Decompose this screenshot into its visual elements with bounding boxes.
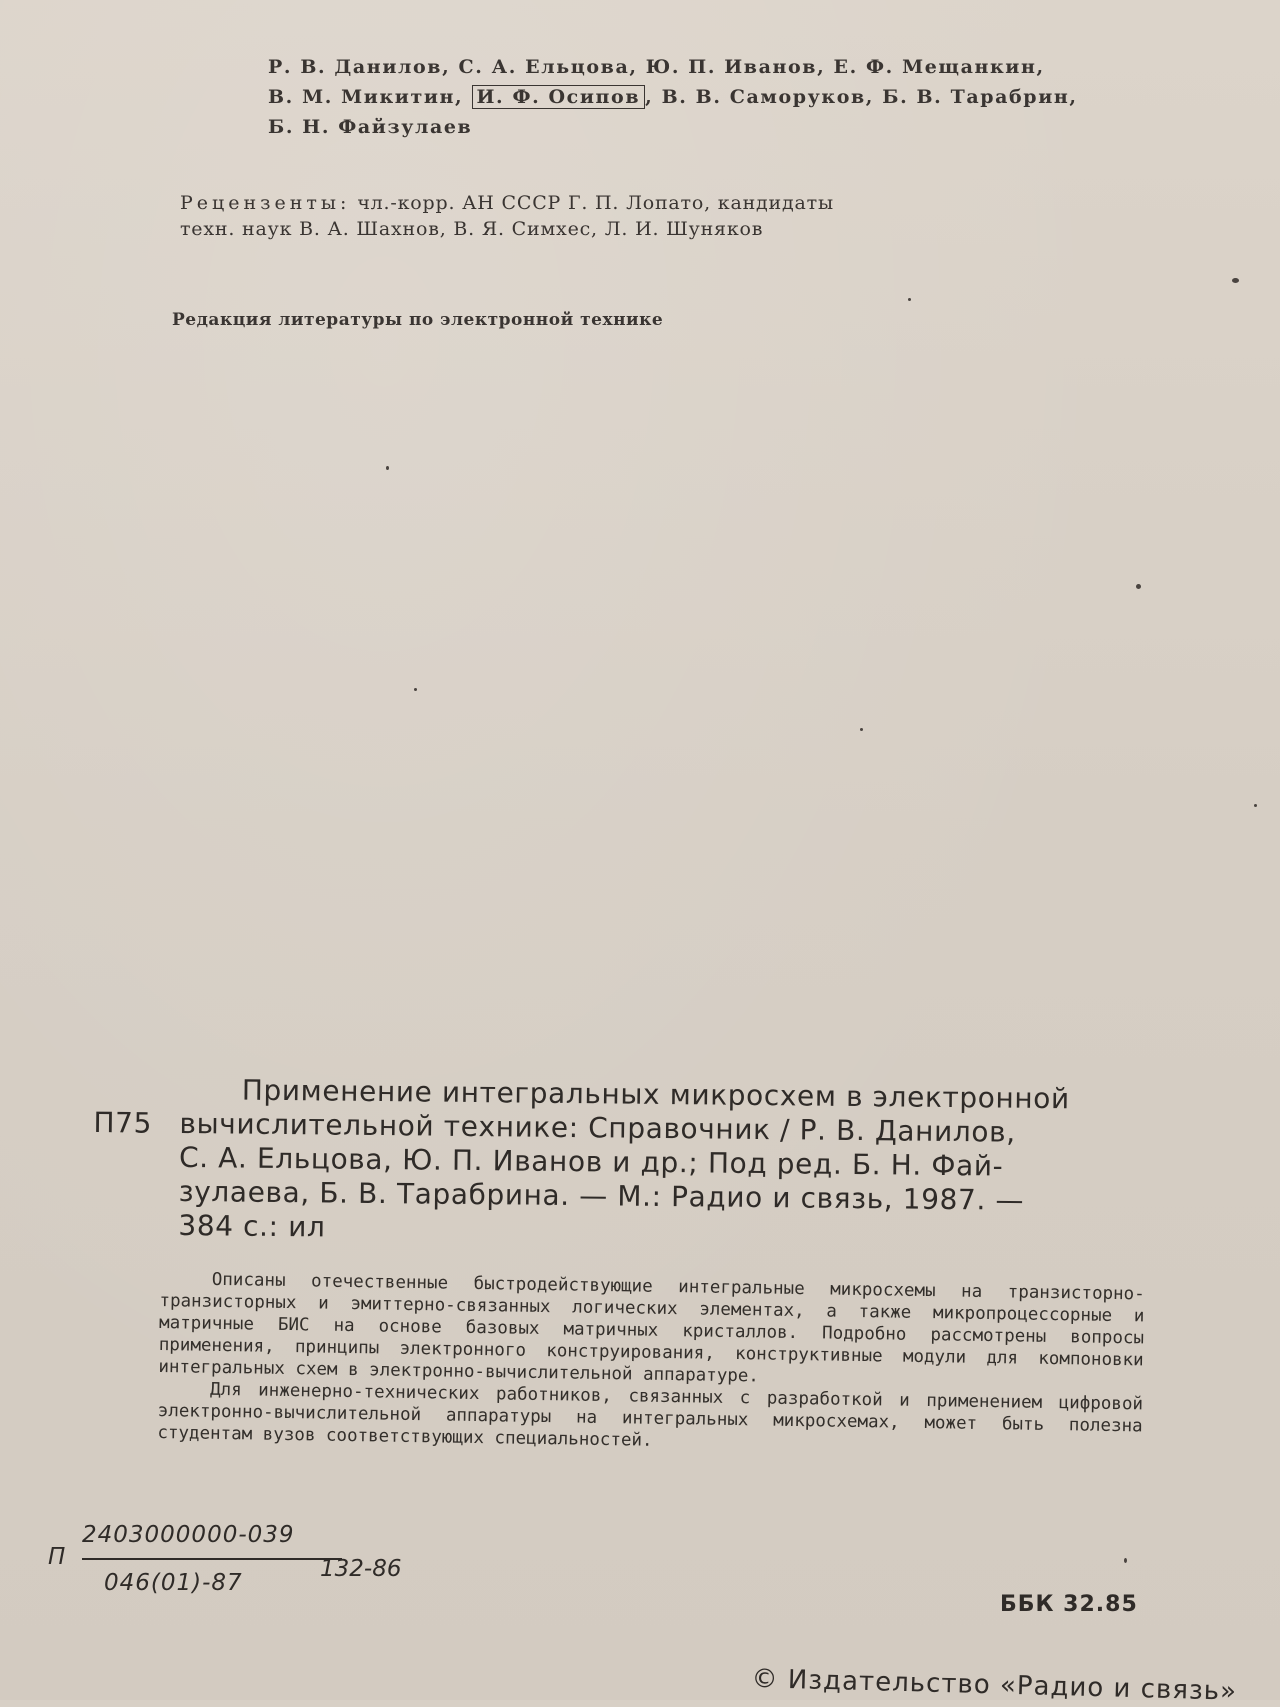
editorial-office: Редакция литературы по электронной технике [172, 310, 664, 330]
authors-line: Р. В. Данилов, С. А. Ельцова, Ю. П. Иванов, Е. Ф. Мещанкин, [268, 56, 1045, 78]
reviewers-text: чл.-корр. АН СССР Г. П. Лопато, кандидаты [357, 192, 834, 214]
boxed-author-name: И. Ф. Осипов [472, 85, 646, 109]
annotation-paragraph: Описаны отечественные быстродействующие интегральные микросхемы на транзисторно-транзисторных и эмиттерно-связанных логических элементах, а также микропроцессорные и матричные БИС на основе базовых матричных кристаллов. Подробно рассмотрены вопросы применения, принципы электронного конструирования, конструктивные модули для компоновки интегральных схем в электронно-вычислительной аппаратуре. [158, 1269, 1145, 1387]
catalog-line: 384 с.: ил [178, 1208, 326, 1244]
reviewers-label: Рецензенты: [180, 192, 351, 214]
paper-speck [908, 298, 911, 301]
paper-speck [1232, 278, 1239, 283]
reviewers-block [180, 190, 1060, 242]
catalog-line: С. А. Ельцова, Ю. П. Иванов и др.; Под ред. Б. Н. Фай- [178, 1140, 1004, 1183]
reviewers-line: техн. наук В. А. Шахнов, В. Я. Симхес, Л. И. Шуняков [180, 218, 764, 240]
paper-speck [1254, 804, 1257, 807]
reviewers-line [180, 190, 1060, 216]
fraction-bar [82, 1558, 342, 1560]
paper-speck [414, 688, 417, 691]
index-number: 132-86 [320, 1556, 402, 1582]
paper-speck [1136, 584, 1141, 589]
index-denominator: 046(01)-87 [104, 1570, 243, 1596]
author-name: В. М. Микитин, [268, 86, 464, 108]
paper-speck [860, 728, 863, 731]
catalog-code: П75 [93, 1106, 153, 1140]
catalog-record [88, 1072, 1130, 1253]
copyright-line: © Издательство «Радио и связь» [751, 1664, 1238, 1707]
index-letter: П [48, 1544, 66, 1570]
catalog-line: Применение интегральных микросхем в электронной [241, 1073, 1070, 1116]
annotation-paragraph: Для инженерно-технических работников, связанных с разработкой и применением цифровой электронно-вычислительной аппаратуры на интегральных микросхемах, может быть полезна студентам вузов соответствующих специальностей. [157, 1379, 1144, 1451]
catalog-line: зулаева, Б. В. Тарабрина. — М.: Радио и связь, 1987. — [178, 1174, 1025, 1217]
authors-block [268, 52, 1128, 142]
authors-line [268, 82, 1128, 112]
paper-speck [1124, 1558, 1127, 1563]
catalog-line-text: вычислительной технике: Справочник / Р. В. Данилов, [179, 1106, 1016, 1149]
paper-speck [386, 466, 389, 470]
index-numerator: 2403000000-039 [82, 1522, 295, 1548]
authors-line: Б. Н. Файзулаев [268, 116, 473, 138]
annotation-block [157, 1268, 1145, 1459]
bbk-code: ББК 32.85 [1000, 1592, 1138, 1617]
author-names: , В. В. Саморуков, Б. В. Тарабрин, [645, 86, 1078, 108]
